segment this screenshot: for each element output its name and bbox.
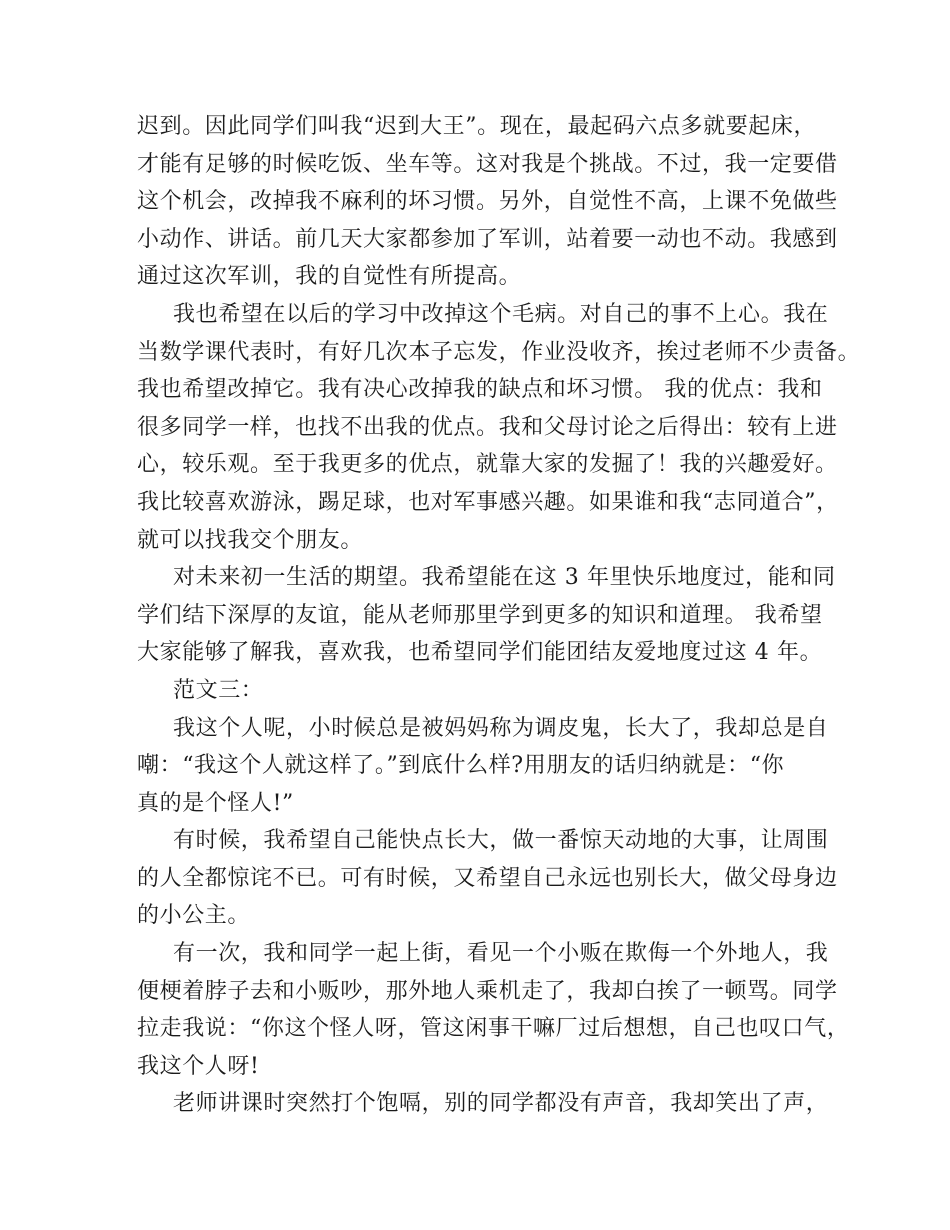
text-line: 通过这次军训，我的自觉性有所提高。: [137, 264, 522, 290]
text-line: 学们结下深厚的友谊，能从老师那里学到更多的知识和道理。 我希望: [137, 602, 823, 628]
section-heading: 范文三：: [173, 677, 264, 703]
text-line: 嘲：“我这个人就这样了。”到底什么样?用朋友的话归纳就是：“你: [137, 753, 785, 779]
text-line: 才能有足够的时候吃饭、坐车等。这对我是个挑战。不过，我一定要借: [137, 151, 838, 177]
paragraph-start-line: 我这个人呢，小时候总是被妈妈称为调皮鬼，长大了，我却总是自: [173, 715, 829, 741]
text-line: 的小公主。: [137, 903, 251, 929]
text-line: 当数学课代表时，有好几次本子忘发，作业没收齐，挨过老师不少责备。: [137, 339, 861, 365]
text-line: 大家能够了解我，喜欢我，也希望同学们能团结友爱地度过这 4 年。: [137, 640, 823, 666]
text-line: 很多同学一样，也找不出我的优点。我和父母讨论之后得出：较有上进: [137, 414, 838, 440]
text-line: 的人全都惊诧不已。可有时候，又希望自己永远也别长大，做父母身边: [137, 865, 838, 891]
document-body: [137, 108, 861, 1123]
text-line: 就可以找我交个朋友。: [137, 527, 364, 553]
paragraph-start-line: 对未来初一生活的期望。我希望能在这 3 年里快乐地度过，能和同: [173, 565, 836, 591]
paragraph-start-line: 有一次，我和同学一起上街，看见一个小贩在欺侮一个外地人，我: [173, 941, 829, 967]
text-line: 这个机会，改掉我不麻利的坏习惯。另外，自觉性不高，上课不免做些: [137, 189, 838, 215]
text-line: 我也希望改掉它。我有决心改掉我的缺点和坏习惯。 我的优点：我和: [137, 377, 823, 403]
text-line: 迟到。因此同学们叫我“迟到大王”。现在，最起码六点多就要起床，: [137, 114, 817, 139]
text-line: 我比较喜欢游泳，踢足球，也对军事感兴趣。如果谁和我“志同道合”，: [137, 489, 839, 515]
text-line: 小动作、讲话。前几天大家都参加了军训，站着要一动也不动。我感到: [137, 226, 838, 252]
text-line: 真的是个怪人!”: [137, 790, 294, 816]
text-line: 拉走我说：“你这个怪人呀，管这闲事干嘛厂过后想想，自己也叹口气，: [137, 1016, 850, 1042]
text-line: 我这个人呀!: [137, 1053, 260, 1079]
text-line: 心，较乐观。至于我更多的优点，就靠大家的发掘了！我的兴趣爱好。: [137, 452, 838, 478]
paragraph-start-line: 有时候，我希望自己能快点长大，做一番惊天动地的大事，让周围: [173, 828, 829, 854]
paragraph-start-line: 老师讲课时突然打个饱嗝，别的同学都没有声音，我却笑出了声，: [173, 1091, 829, 1117]
text-line: 便梗着脖子去和小贩吵，那外地人乘机走了，我却白挨了一顿骂。同学: [137, 978, 838, 1004]
paragraph-start-line: 我也希望在以后的学习中改掉这个毛病。对自己的事不上心。我在: [173, 301, 829, 327]
